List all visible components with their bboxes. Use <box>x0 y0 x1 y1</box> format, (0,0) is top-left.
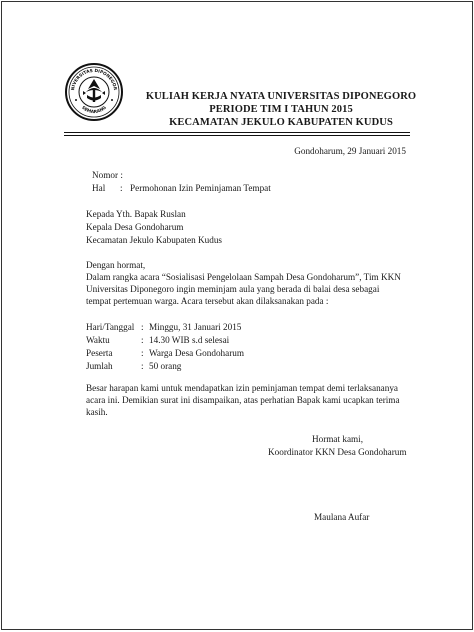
intro-line-3: tempat pertemuan warga. Acara tersebut akan dilaksanakan pada : <box>86 296 329 306</box>
intro-line-2: Universitas Diponegoro ingin meminjam aula yang berada di balai desa sebagai <box>86 284 380 294</box>
detail-separator: : <box>141 335 144 345</box>
greeting: Dengan hormat, <box>86 260 146 270</box>
detail-key: Peserta <box>86 348 113 358</box>
hal-value: Permohonan Izin Peminjaman Tempat <box>130 183 271 193</box>
svg-text:SEMARANG <box>80 104 108 115</box>
intro-line-1: Dalam rangka acara “Sosialisasi Pengelolaan Sampah Desa Gondoharum”, Tim KKN <box>86 272 401 282</box>
seal-top-text: NIVERSITAS DIPONEGOR <box>71 68 117 91</box>
signature-role: Koordinator KKN Desa Gondoharum <box>268 447 407 457</box>
detail-separator: : <box>141 348 144 358</box>
recipient-line-1: Kepada Yth. Bapak Ruslan <box>86 209 186 219</box>
hal-separator: : <box>120 183 123 193</box>
nomor-label: Nomor : <box>92 170 123 180</box>
letterhead-line-1: KULIAH KERJA NYATA UNIVERSITAS DIPONEGORO <box>145 91 417 102</box>
detail-key: Jumlah <box>86 361 113 371</box>
detail-separator: : <box>141 322 144 332</box>
detail-row <box>86 348 244 359</box>
detail-value: Minggu, 31 Januari 2015 <box>149 322 242 332</box>
detail-row <box>86 335 229 346</box>
letterhead-divider-thick <box>64 132 410 133</box>
hal-label: Hal <box>92 183 106 193</box>
signature-salutation: Hormat kami, <box>312 434 364 444</box>
detail-key: Waktu <box>86 335 110 345</box>
closing-line-3: kasih. <box>86 407 108 417</box>
university-seal-logo <box>64 62 124 122</box>
letterhead <box>122 90 440 129</box>
detail-value: Warga Desa Gondoharum <box>149 348 245 358</box>
recipient-line-2: Kepala Desa Gondoharum <box>86 222 184 232</box>
letterhead-line-2: PERIODE TIM I TAHUN 2015 <box>209 104 353 115</box>
closing-line-1: Besar harapan kami untuk mendapatkan izin peminjaman tempat demi terlaksananya <box>86 383 399 393</box>
detail-row <box>86 361 181 372</box>
letter-date: Gondoharum, 29 Januari 2015 <box>294 146 406 156</box>
signature-name: Maulana Aufar <box>314 512 370 522</box>
detail-row <box>86 322 241 333</box>
detail-value: 50 orang <box>149 361 182 371</box>
letterhead-line-3: KECAMATAN JEKULO KABUPATEN KUDUS <box>169 117 393 128</box>
letter-page <box>1 1 473 630</box>
seal-bottom-text: SEMARANG <box>80 105 108 116</box>
closing-line-2: acara ini. Demikian surat ini disampaikan, atas perhatian Bapak kami ucapkan terima <box>86 395 400 405</box>
letterhead-divider-thin <box>64 135 410 136</box>
detail-separator: : <box>141 361 144 371</box>
detail-key: Hari/Tanggal <box>86 322 135 332</box>
recipient-line-3: Kecamatan Jekulo Kabupaten Kudus <box>86 235 222 245</box>
detail-value: 14.30 WIB s.d selesai <box>149 335 230 345</box>
